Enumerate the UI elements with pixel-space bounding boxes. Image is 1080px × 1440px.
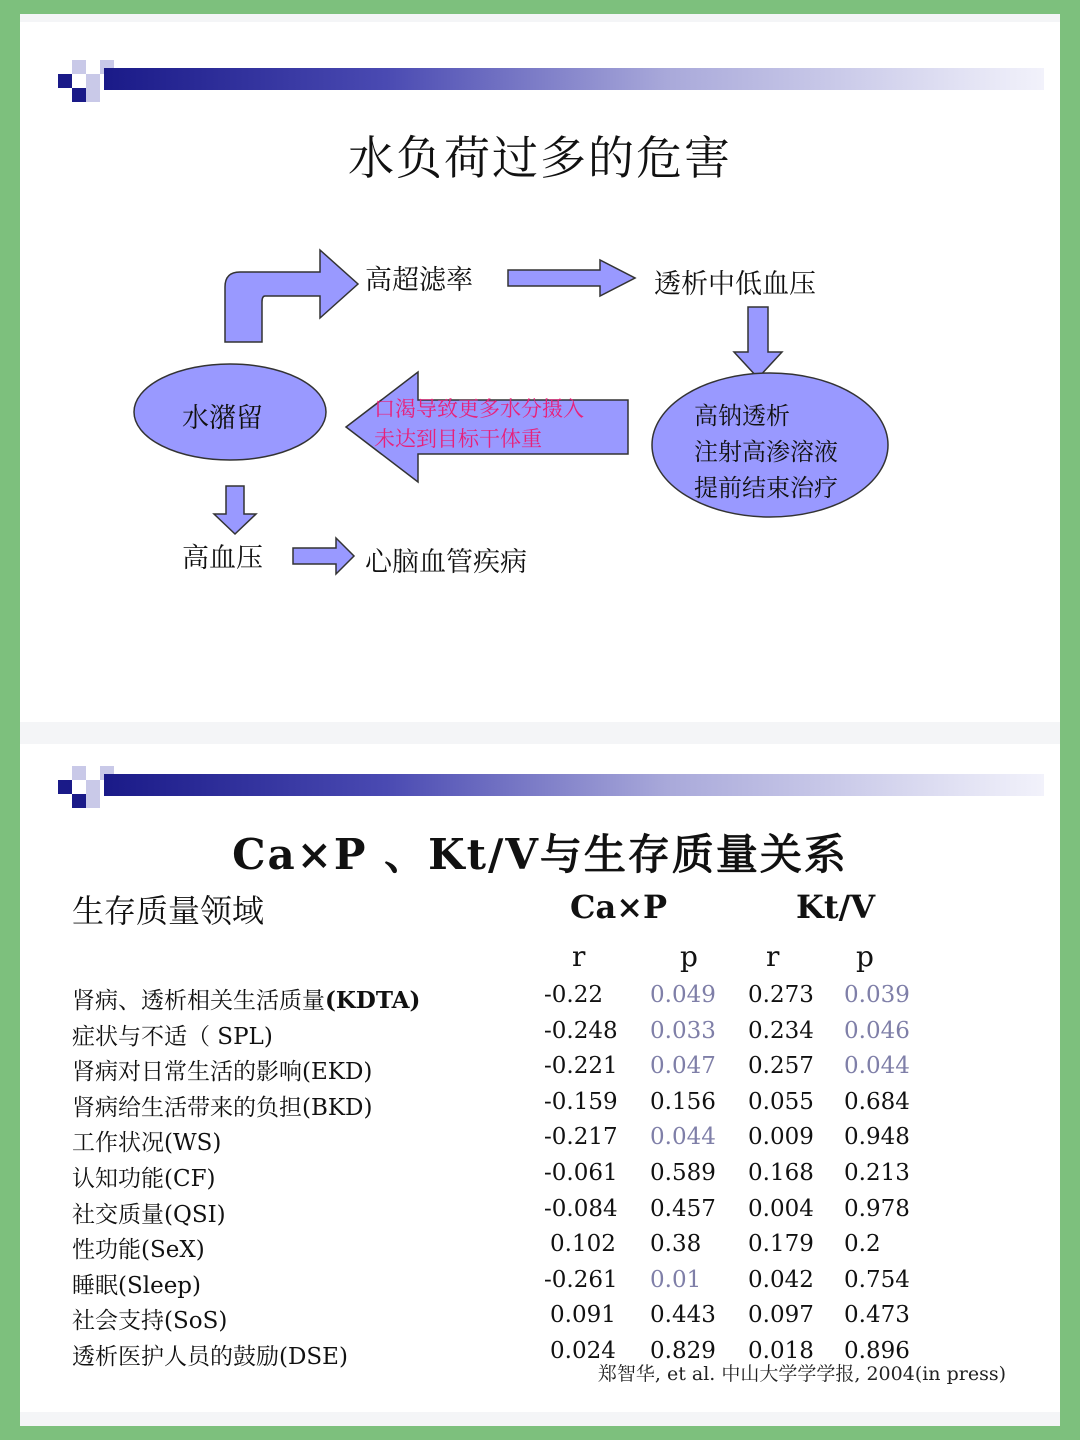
ktv-p-value: 0.948 <box>844 1124 910 1151</box>
ktv-p-value: 0.044 <box>844 1053 910 1080</box>
slide-water-overload <box>20 22 1060 722</box>
row-label: 透析医护人员的鼓励(DSE) <box>72 1344 348 1370</box>
node-high-uf: 高超滤率 <box>365 265 473 296</box>
ktv-p-value: 0.473 <box>844 1302 910 1329</box>
cap-p-value: 0.01 <box>650 1266 702 1293</box>
row-label: 睡眠(Sleep) <box>72 1272 202 1299</box>
sub-header-r: r <box>572 940 586 973</box>
cap-r-value: -0.22 <box>544 982 603 1008</box>
node-cvd: 心脑血管疾病 <box>365 547 527 578</box>
row-label: 肾病给生活带来的负担(BKD) <box>72 1094 373 1121</box>
table-row <box>20 1231 1060 1265</box>
ktv-r-value: 0.018 <box>748 1338 814 1364</box>
table-row <box>20 982 1060 1016</box>
ktv-r-value: 0.004 <box>748 1195 814 1222</box>
table-row <box>20 1196 1060 1230</box>
thirst-text-2: 未达到目标干体重 <box>374 427 542 451</box>
cap-r-value: 0.024 <box>550 1338 616 1364</box>
cap-p-value: 0.829 <box>650 1338 716 1364</box>
cap-r-value: -0.061 <box>544 1160 618 1186</box>
ktv-r-value: 0.055 <box>748 1088 814 1115</box>
citation: 郑智华, et al. 中山大学学学报, 2004(in press) <box>597 1363 1006 1385</box>
ktv-p-value: 0.896 <box>844 1338 910 1364</box>
row-label: 社会支持(SoS) <box>72 1308 228 1335</box>
cap-r-value: -0.159 <box>544 1088 618 1115</box>
row-label: 社交质量(QSI) <box>72 1201 226 1228</box>
row-label: 肾病对日常生活的影响(EKD) <box>72 1059 373 1086</box>
correlation-table <box>20 744 1060 1412</box>
cap-r-value: 0.091 <box>550 1302 616 1329</box>
node-high-sodium-1: 高钠透析 <box>694 402 790 430</box>
sub-header-p: p <box>680 940 698 973</box>
arrow-right-1 <box>508 260 635 296</box>
cap-p-value: 0.38 <box>650 1231 702 1258</box>
cap-r-value: -0.217 <box>544 1124 618 1151</box>
table-row <box>20 1053 1060 1087</box>
cap-r-value: 0.102 <box>550 1231 616 1258</box>
arrow-right-2 <box>293 538 354 574</box>
node-hypertension: 高血压 <box>182 543 263 574</box>
ktv-p-value: 0.684 <box>844 1088 910 1115</box>
ktv-r-value: 0.042 <box>748 1266 814 1293</box>
ktv-r-value: 0.273 <box>748 982 814 1008</box>
sub-header-p: p <box>856 940 874 973</box>
flow-diagram <box>20 22 1060 722</box>
ktv-r-value: 0.009 <box>748 1124 814 1151</box>
ktv-r-value: 0.234 <box>748 1017 814 1044</box>
ktv-r-value: 0.179 <box>748 1231 814 1258</box>
page-canvas <box>20 14 1060 1426</box>
col-header-cap: Ca×P <box>570 888 668 926</box>
ktv-p-value: 0.754 <box>844 1266 910 1293</box>
row-label: 性功能(SeX) <box>72 1237 205 1264</box>
sub-header-r: r <box>766 940 780 973</box>
row-label: 工作状况(WS) <box>72 1130 222 1157</box>
cap-r-value: -0.221 <box>544 1053 618 1080</box>
table-row <box>20 1160 1060 1194</box>
cap-r-value: -0.261 <box>544 1266 618 1293</box>
ktv-p-value: 0.046 <box>844 1017 910 1044</box>
row-label: 认知功能(CF) <box>72 1166 216 1192</box>
ktv-r-value: 0.257 <box>748 1053 814 1080</box>
ktv-p-value: 0.978 <box>844 1195 910 1222</box>
cap-r-value: -0.084 <box>544 1195 618 1222</box>
node-high-sodium-3: 提前结束治疗 <box>694 474 838 502</box>
col-header-ktv: Kt/V <box>796 888 876 926</box>
cap-p-value: 0.033 <box>650 1017 716 1044</box>
table-row <box>20 1089 1060 1123</box>
ktv-r-value: 0.097 <box>748 1302 814 1329</box>
arrow-down-2 <box>214 486 256 534</box>
table-row <box>20 1124 1060 1158</box>
table-row <box>20 1018 1060 1052</box>
ktv-p-value: 0.039 <box>844 982 910 1008</box>
cap-p-value: 0.457 <box>650 1195 716 1222</box>
cap-p-value: 0.049 <box>650 982 716 1008</box>
row-label: 肾病、透析相关生活质量(KDTA) <box>72 987 421 1014</box>
arrow-down-1 <box>734 307 782 378</box>
ktv-r-value: 0.168 <box>748 1160 814 1186</box>
slide-title: 水负荷过多的危害 <box>348 131 732 185</box>
table-row <box>20 1302 1060 1336</box>
cap-p-value: 0.443 <box>650 1302 716 1329</box>
node-high-sodium-2: 注射高渗溶液 <box>694 438 838 466</box>
cap-p-value: 0.589 <box>650 1160 716 1186</box>
thirst-text-1: 口渴导致更多水分摄入 <box>374 397 584 421</box>
cap-p-value: 0.047 <box>650 1053 716 1080</box>
cap-p-value: 0.156 <box>650 1088 716 1115</box>
table-row <box>20 1267 1060 1301</box>
cap-p-value: 0.044 <box>650 1124 716 1151</box>
row-label: 症状与不适（ SPL) <box>72 1023 273 1050</box>
ktv-p-value: 0.213 <box>844 1160 910 1186</box>
slide-quality-of-life <box>20 744 1060 1412</box>
node-hypotension: 透析中低血压 <box>654 269 816 300</box>
cap-r-value: -0.248 <box>544 1017 618 1044</box>
curved-arrow <box>225 250 358 342</box>
ktv-p-value: 0.2 <box>844 1231 881 1258</box>
col-header-domain: 生存质量领域 <box>72 892 265 930</box>
node-retention: 水潴留 <box>182 403 263 434</box>
slide-title: Ca×P 、Kt/V与生存质量关系 <box>232 830 848 879</box>
